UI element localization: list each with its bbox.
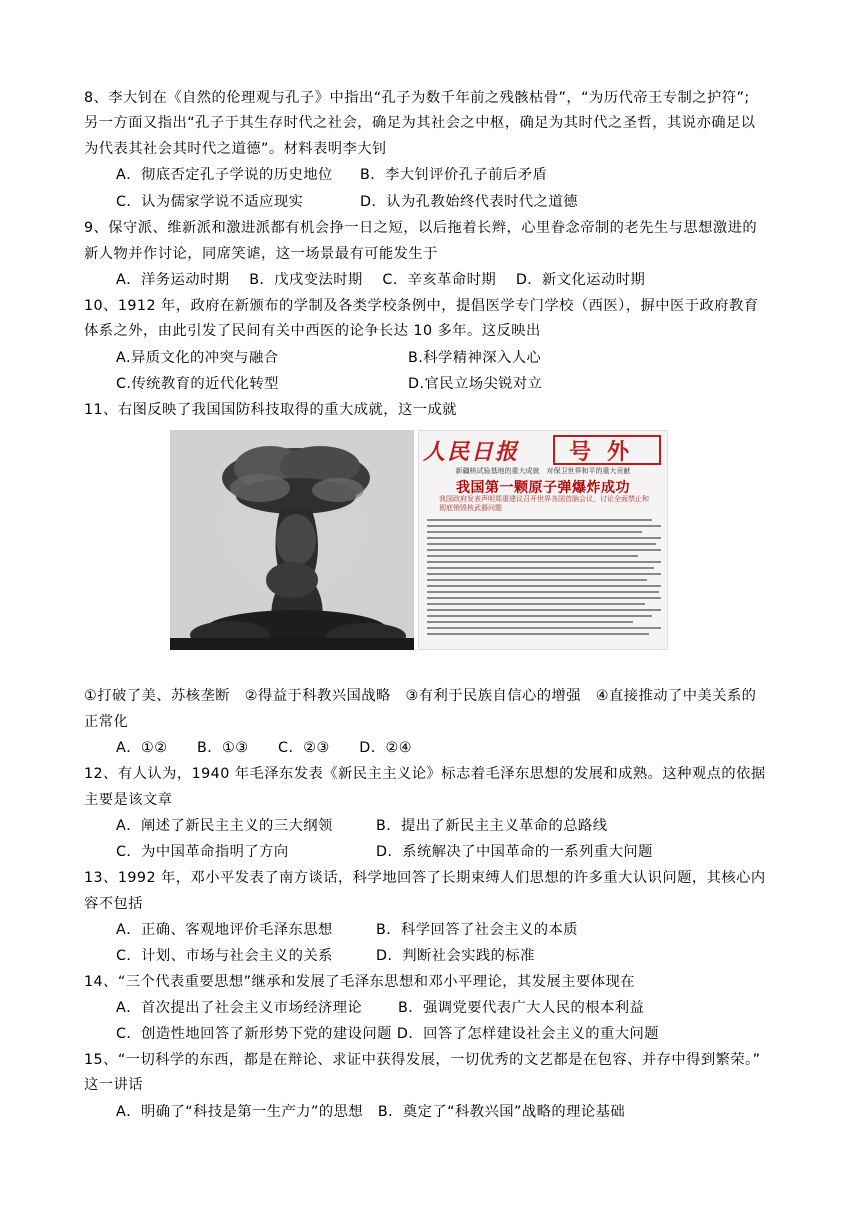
q15-stem-line1: 15、“一切科学的东西，都是在辩论、求证中获得发展，一切优秀的文艺都是在包容、并存中得到繁荣。” (84, 1052, 761, 1068)
newspaper-body-text (427, 519, 661, 639)
newspaper-masthead: 人民日报 (423, 439, 520, 465)
newspaper-extra-label: 号外 (553, 435, 661, 465)
q8-option-d: D．认为孔教始终代表时代之道德 (360, 194, 578, 210)
mushroom-cloud-icon (170, 430, 414, 650)
q10-option-c: C.传统教育的近代化转型 (116, 376, 279, 392)
newspaper-headline: 我国第一颗原子弹爆炸成功 (456, 480, 630, 496)
q9-options: A．洋务运动时期 B．戊戌变法时期 C．辛亥革命时期 D．新文化运动时期 (116, 272, 646, 288)
q11-stem: 11、右图反映了我国国防科技取得的重大成就，这一成就 (84, 402, 458, 418)
q9-stem-line2: 新人物并作讨论，同席笑谑，这一场景最有可能发生于 (84, 246, 438, 262)
q8-stem-line2: 另一方面又指出“孔子于其生存时代之社会，确足为其社会之中枢，确足为其时代之圣哲，其说亦确足以 (84, 115, 756, 131)
q10-option-b: B.科学精神深入人心 (408, 350, 542, 366)
q15-options-a-b: A．明确了“科技是第一生产力”的思想 B．奠定了“科教兴国”战略的理论基础 (116, 1104, 626, 1120)
q14-options-c-d: C．创造性地回答了新形势下党的建设问题 D．回答了怎样建设社会主义的重大问题 (116, 1026, 660, 1042)
q13-option-c: C．计划、市场与社会主义的关系 (116, 948, 333, 964)
q12-option-c: C．为中国革命指明了方向 (116, 844, 289, 860)
q10-stem-line2: 体系之外，由此引发了民间有关中西医的论争长达 10 多年。这反映出 (84, 323, 541, 339)
q10-stem-line1: 10、1912 年，政府在新颁布的学制及各类学校条例中，提倡医学专门学校（西医），摒中医于政府教育 (84, 298, 759, 314)
q13-option-d: D．判断社会实践的标准 (376, 948, 535, 964)
newspaper-extra (418, 430, 668, 650)
q9-stem-line1: 9、保守派、维新派和激进派都有机会挣一日之短，以后拖着长辫，心里眷念帝制的老先生与思想激进的 (84, 220, 758, 236)
q13-stem-line1: 13、1992 年，邓小平发表了南方谈话，科学地回答了长期束缚人们思想的许多重大认识问题，其核心内 (84, 870, 766, 886)
q14-option-b: B．强调党要代表广大人民的根本利益 (398, 1000, 645, 1016)
q13-option-a: A．正确、客观地评价毛泽东思想 (116, 922, 333, 938)
q12-option-a: A．阐述了新民主主义的三大纲领 (116, 818, 333, 834)
q11-choices-line2: 正常化 (84, 714, 129, 730)
q8-option-b: B．李大钊评价孔子前后矛盾 (360, 167, 548, 183)
q8-stem-line3: 为代表其社会其时代之道德”。材料表明李大钊 (84, 141, 387, 157)
q12-stem-line2: 主要是该文章 (84, 792, 173, 808)
atomic-bomb-figure (170, 430, 668, 650)
q11-choices-line1: ①打破了美、苏核垄断 ②得益于科教兴国战略 ③有利于民族自信心的增强 ④直接推动了中美关系的 (84, 688, 757, 704)
q14-option-a: A．首次提出了社会主义市场经济理论 (116, 1000, 363, 1016)
q8-option-c: C．认为儒家学说不适应现实 (116, 194, 304, 210)
q10-option-a: A.异质文化的冲突与融合 (116, 350, 279, 366)
q12-stem-line1: 12、有人认为，1940 年毛泽东发表《新民主主义论》标志着毛泽东思想的发展和成熟。这种观点的依据 (84, 766, 766, 782)
q13-stem-line2: 容不包括 (84, 896, 143, 912)
q10-option-d: D.官民立场尖锐对立 (408, 376, 543, 392)
q11-options: A．①② B．①③ C．②③ D．②④ (116, 740, 412, 756)
q12-option-d: D．系统解决了中国革命的一系列重大问题 (376, 844, 653, 860)
q14-stem: 14、“三个代表重要思想”继承和发展了毛泽东思想和邓小平理论，其发展主要体现在 (84, 974, 635, 990)
q8-option-a: A．彻底否定孔子学说的历史地位 (116, 167, 333, 183)
mushroom-cloud-photo (170, 430, 414, 650)
q12-option-b: B．提出了新民主主义革命的总路线 (376, 818, 608, 834)
q8-stem-line1: 8、李大钊在《自然的伦理观与孔子》中指出“孔子为数千年前之残骸枯骨”，“为历代帝王专制之护符”; (84, 90, 750, 106)
newspaper-subhead: 新疆核试验基地的重大成就 对保卫世界和平的重大贡献 (455, 467, 631, 475)
q13-option-b: B．科学回答了社会主义的本质 (376, 922, 578, 938)
q15-stem-line2: 这一讲话 (84, 1077, 143, 1093)
newspaper-deck: 我国政府发表声明郑重建议召开世界各国首脑会议，讨论全面禁止和彻底销毁核武器问题 (439, 495, 649, 512)
